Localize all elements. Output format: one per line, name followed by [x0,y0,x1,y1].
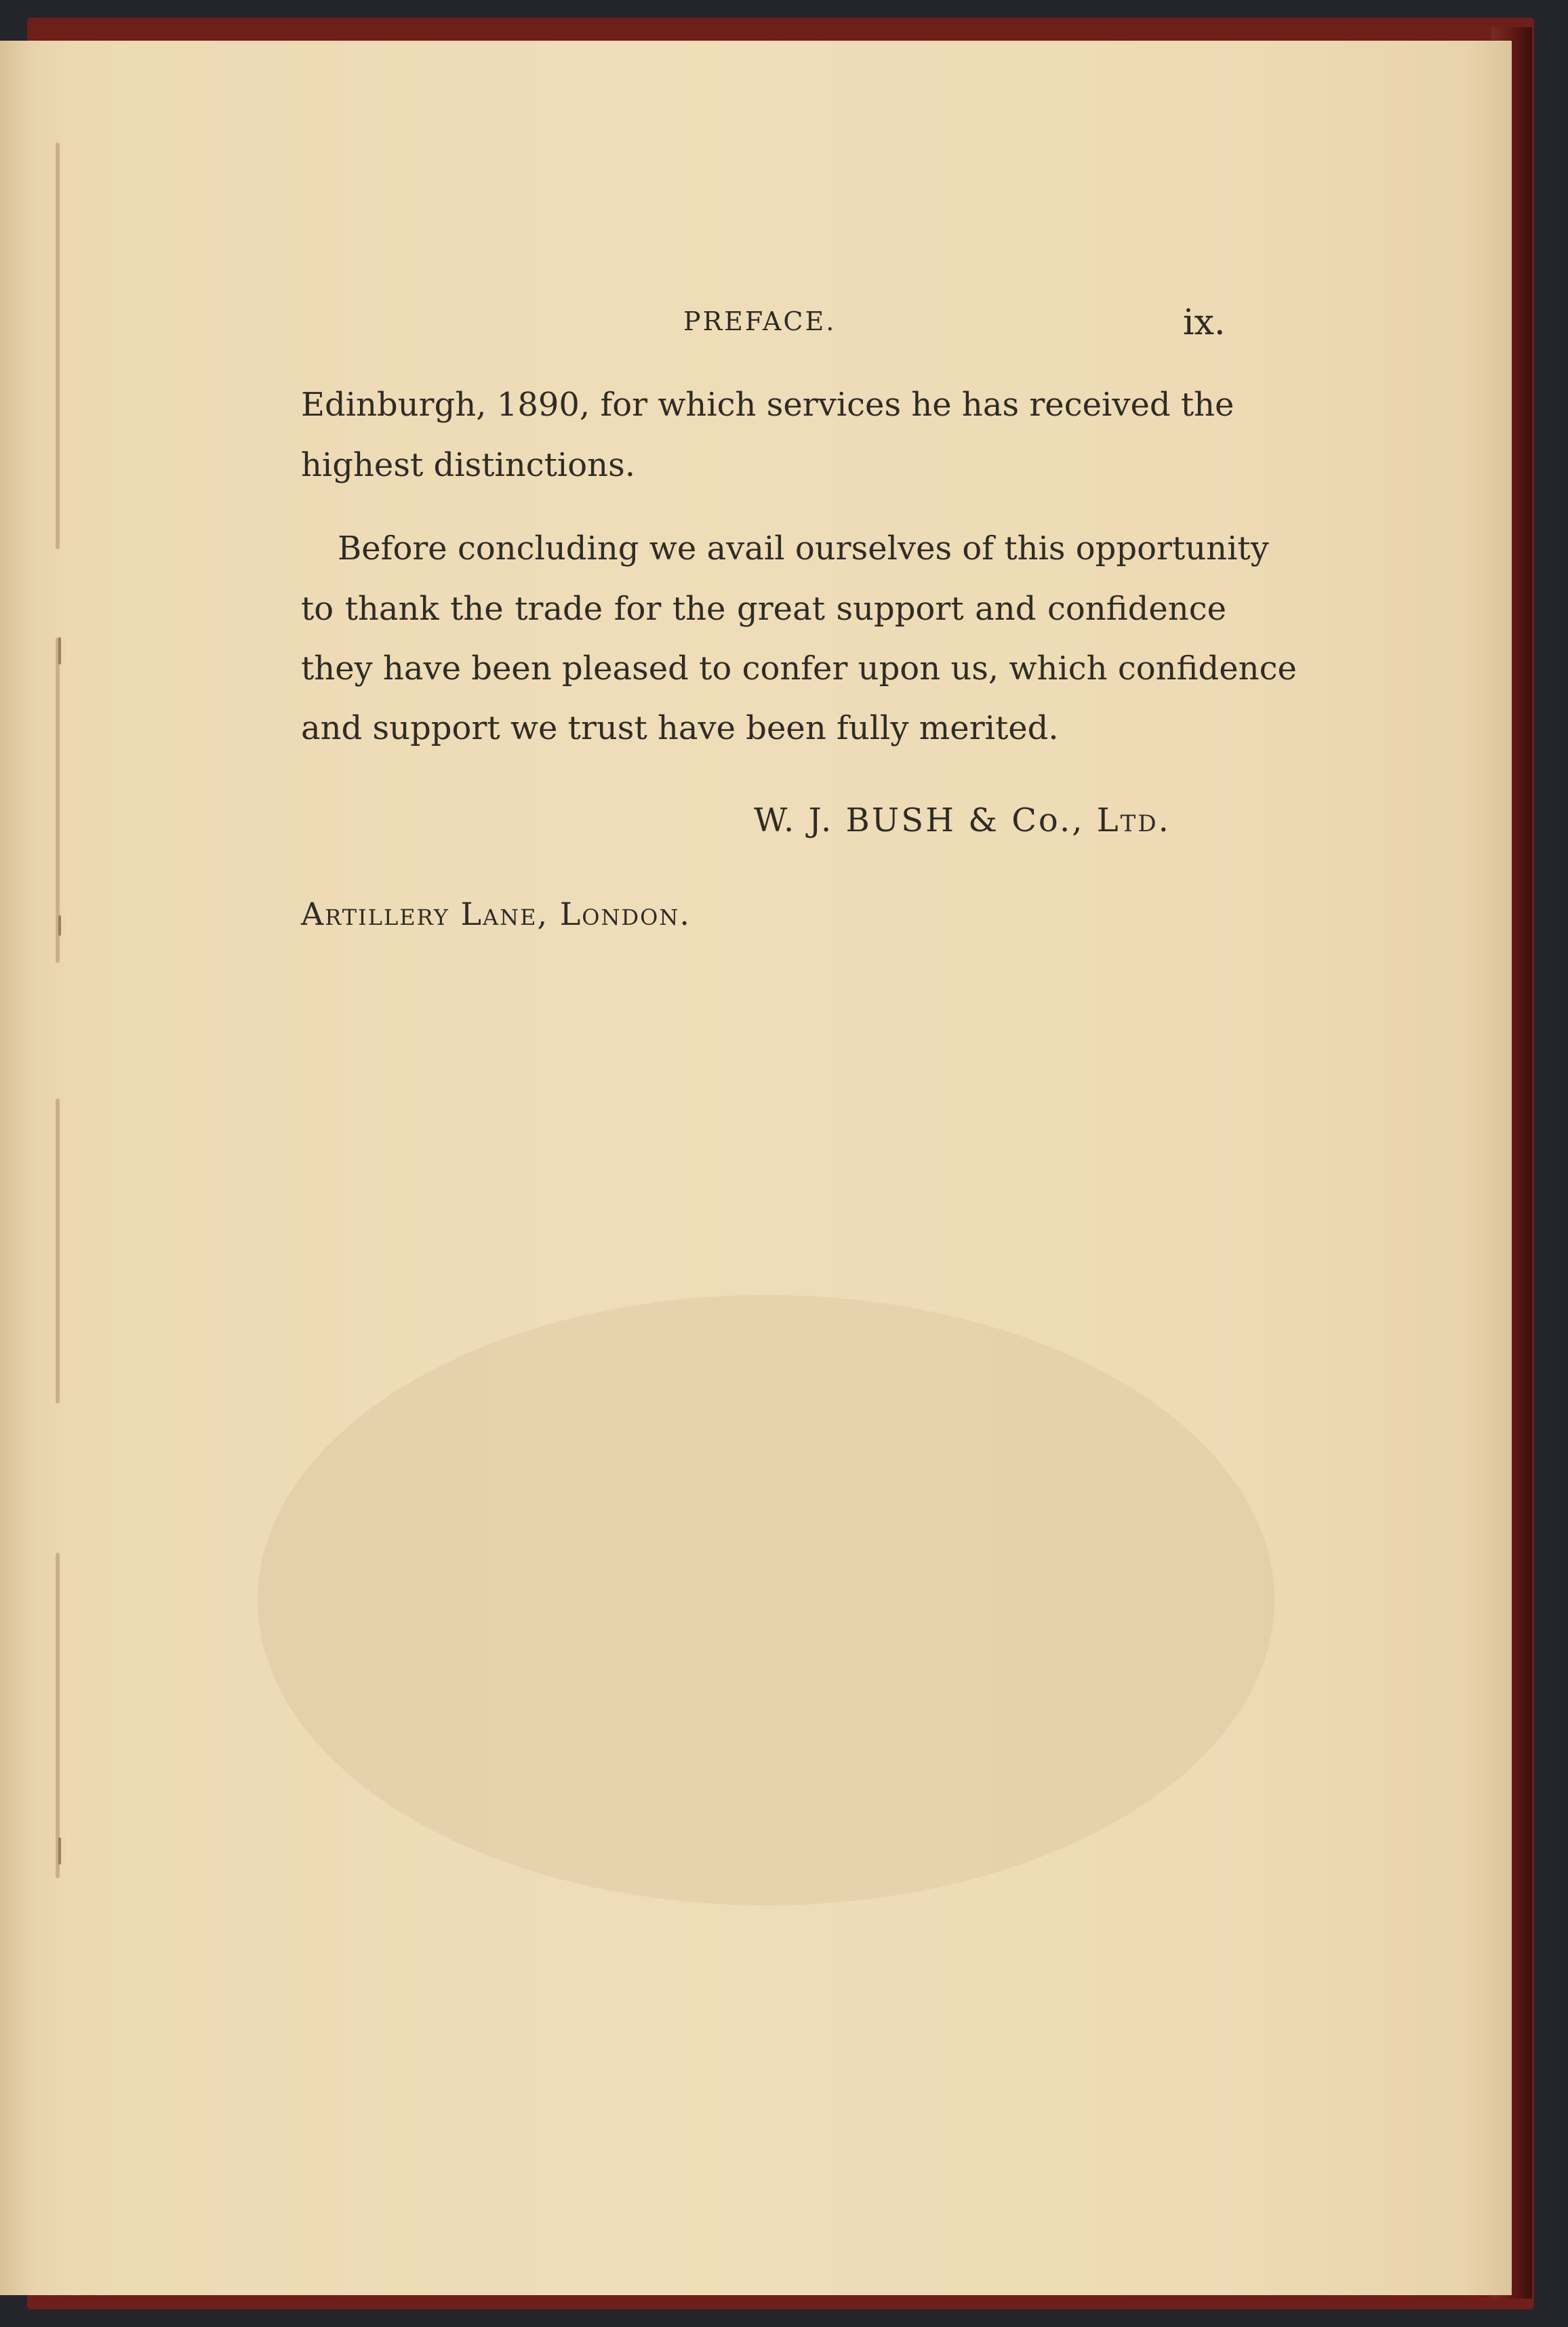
running-header [0,302,1568,347]
text-line: highest distinctions. [301,446,635,484]
page-gutter [0,41,78,2295]
gutter-fold [56,1098,60,1404]
signature-name: W. J. BUSH & Co., [754,801,1097,839]
text-line: Edinburgh, 1890, for which services he has received the [301,386,1234,424]
binding-thread [58,1837,61,1865]
text-line: to thank the trade for the great support and confidence [301,590,1226,628]
binding-thread [58,915,61,936]
gutter-fold [56,1553,60,1878]
book-page [0,41,1512,2295]
paper-stain [258,1295,1274,1905]
address: Artillery Lane, London. [301,896,691,932]
gutter-fold [56,637,60,963]
signature [754,800,1194,841]
signature-suffix: Ltd. [1096,801,1171,839]
page-number: ix. [1183,302,1226,343]
text-line: and support we trust have been fully merited. [301,709,1059,747]
text-line: Before concluding we avail ourselves of this opportunity [338,530,1269,568]
running-head-title: PREFACE. [683,306,837,336]
binding-thread [58,637,61,664]
text-line: they have been pleased to confer upon us, which confidence [301,650,1297,688]
